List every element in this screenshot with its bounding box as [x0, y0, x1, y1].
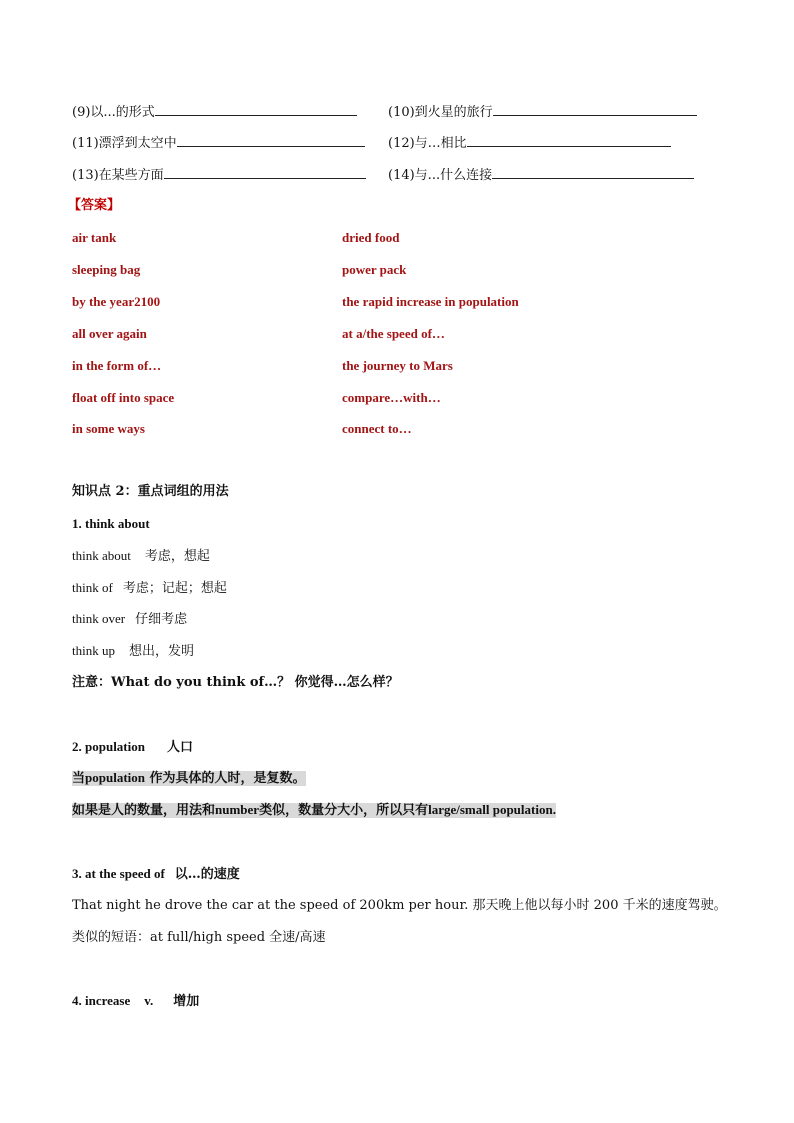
answer-item: connect to…: [342, 421, 412, 436]
answer-item: the rapid increase in population: [342, 294, 519, 309]
answer-item: compare…with…: [342, 390, 441, 405]
answer-item: power pack: [342, 262, 407, 277]
exercise-row: [72, 132, 467, 152]
answer-item: all over again: [72, 326, 147, 341]
answer-row: [72, 228, 400, 248]
answer-heading: 【答案】: [68, 198, 121, 213]
phrase-line: [72, 641, 194, 661]
phrase-zh: 考虑；记起；想起: [122, 581, 227, 596]
answer-blank[interactable]: [155, 101, 357, 116]
exercise-item: (12)与…相比: [388, 136, 467, 151]
subsection-heading: 1. think about: [72, 516, 150, 531]
answer-row: [72, 356, 453, 376]
answer-blank[interactable]: [493, 101, 697, 116]
phrase-line: [72, 578, 227, 598]
answer-item: sleeping bag: [72, 262, 141, 277]
exercise-item: (11)漂浮到太空中: [72, 136, 177, 151]
answer-blank[interactable]: [177, 132, 365, 147]
subsection-heading: 2. population 人口: [72, 739, 193, 755]
phrase-zh: 仔细考虑: [135, 612, 188, 627]
answer-row: [72, 260, 407, 280]
exercise-row: [72, 101, 493, 121]
subsection-heading: 4. increase v. 增加: [72, 993, 200, 1009]
phrase-en: think up: [72, 643, 115, 658]
exercise-item: (14)与...什么连接: [388, 168, 493, 183]
answer-row: [72, 292, 519, 312]
answer-item: float off into space: [72, 390, 175, 405]
subsection-heading: 3. at the speed of 以…的速度: [72, 866, 240, 882]
phrase-zh: 想出，发明: [128, 644, 194, 659]
answer-item: dried food: [342, 230, 400, 245]
answer-item: by the year2100: [72, 294, 161, 309]
answer-blank[interactable]: [492, 164, 694, 179]
highlighted-line: 如果是人的数量，用法和number类似，数量分大小，所以只有large/small population.: [72, 802, 556, 818]
answer-blank[interactable]: [164, 164, 366, 179]
answer-item: in some ways: [72, 421, 145, 436]
answer-row: [72, 419, 412, 439]
section-title: 知识点 2：重点词组的用法: [72, 484, 229, 499]
answer-row: [72, 388, 441, 408]
answer-item: at a/the speed of…: [342, 326, 445, 341]
answer-item: in the form of…: [72, 358, 162, 373]
phrase-en: think over: [72, 611, 126, 626]
phrase-en: think of: [72, 580, 113, 595]
phrase-en: think about: [72, 548, 131, 563]
phrase-zh: 考虑，想起: [144, 549, 210, 564]
exercise-item: (13)在某些方面: [72, 168, 164, 183]
phrase-line: [72, 546, 210, 566]
answer-item: air tank: [72, 230, 117, 245]
exercise-item: (10)到火星的旅行: [388, 105, 493, 120]
answer-blank[interactable]: [467, 132, 671, 147]
answer-row: [72, 324, 445, 344]
phrase-line: [72, 609, 187, 629]
similar-phrases: 类似的短语：at full/high speed 全速/高速: [72, 930, 326, 945]
example-sentence: That night he drove the car at the speed of 200km per hour. 那天晚上他以每小时 200 千米的速度驾驶。: [72, 898, 727, 913]
exercise-item: (9)以...的形式: [72, 105, 155, 120]
note-line: 注意：What do you think of…？ 你觉得…怎么样？: [72, 675, 399, 690]
exercise-row: [72, 164, 493, 184]
highlighted-line: 当population 作为具体的人时，是复数。: [72, 770, 306, 786]
answer-item: the journey to Mars: [342, 358, 453, 373]
